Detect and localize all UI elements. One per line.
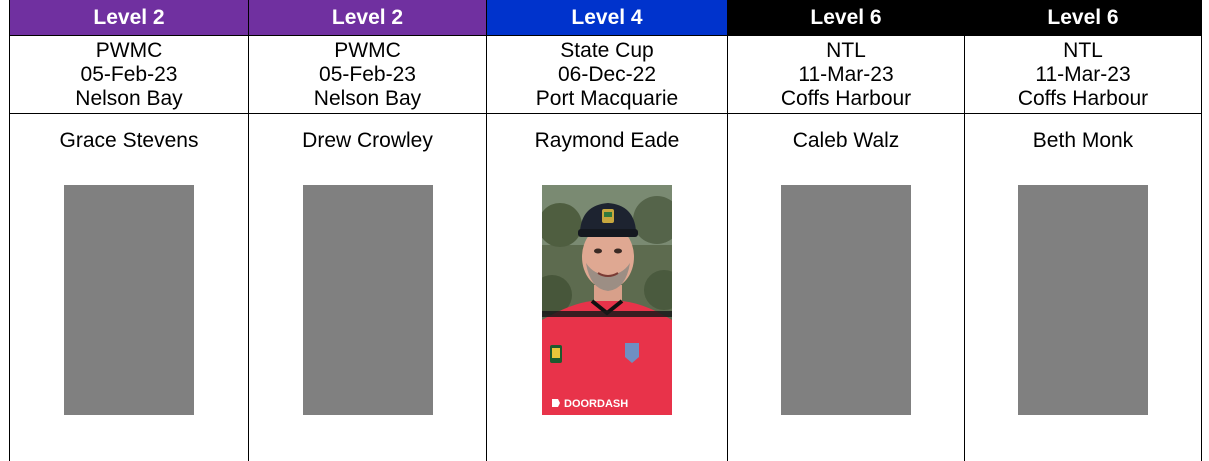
level-label: Level 2: [93, 5, 165, 29]
event-name: PWMC: [95, 38, 163, 62]
photo-placeholder: [303, 185, 433, 415]
level-header-4: [965, 0, 1202, 36]
event-name: NTL: [826, 38, 866, 62]
level-label: Level 6: [810, 5, 882, 29]
event-date: 11-Mar-23: [1035, 62, 1131, 86]
level-header-0: [10, 0, 249, 36]
person-cell-3: [728, 114, 965, 461]
referee-level-table: [9, 0, 1201, 461]
event-info-3: [728, 36, 965, 114]
person-name: Drew Crowley: [302, 129, 433, 152]
level-label: Level 2: [331, 5, 404, 29]
event-info-1: [249, 36, 487, 114]
person-cell-1: [249, 114, 487, 461]
event-location: Nelson Bay: [313, 86, 422, 110]
event-date: 05-Feb-23: [80, 62, 178, 86]
person-cell-0: [10, 114, 249, 461]
level-header-3: [728, 0, 965, 36]
photo-placeholder: [64, 185, 194, 415]
level-header-2: [487, 0, 728, 36]
event-name: State Cup: [560, 38, 654, 62]
event-info-0: [10, 36, 249, 114]
person-cell-2: [487, 114, 728, 461]
photo-placeholder: [1018, 185, 1148, 415]
event-date: 05-Feb-23: [319, 62, 416, 86]
referee-portrait-photo: [542, 185, 672, 415]
person-name: Caleb Walz: [792, 129, 900, 152]
person-name: Raymond Eade: [534, 129, 680, 152]
photo-placeholder: [781, 185, 911, 415]
person-cell-4: [965, 114, 1202, 461]
level-label: Level 4: [571, 5, 643, 29]
event-location: Nelson Bay: [75, 86, 183, 110]
event-location: Coffs Harbour: [780, 86, 912, 110]
person-name: Beth Monk: [1032, 129, 1134, 152]
event-info-2: [487, 36, 728, 114]
event-info-4: [965, 36, 1202, 114]
event-location: Port Macquarie: [535, 86, 679, 110]
shirt-sponsor-text: DOORDASH: [564, 398, 629, 410]
event-location: Coffs Harbour: [1017, 86, 1149, 110]
event-date: 11-Mar-23: [798, 62, 894, 86]
event-date: 06-Dec-22: [557, 62, 657, 86]
person-name: Grace Stevens: [59, 129, 199, 152]
level-label: Level 6: [1047, 5, 1119, 29]
level-header-1: [249, 0, 487, 36]
event-name: PWMC: [334, 38, 401, 62]
event-name: NTL: [1063, 38, 1103, 62]
